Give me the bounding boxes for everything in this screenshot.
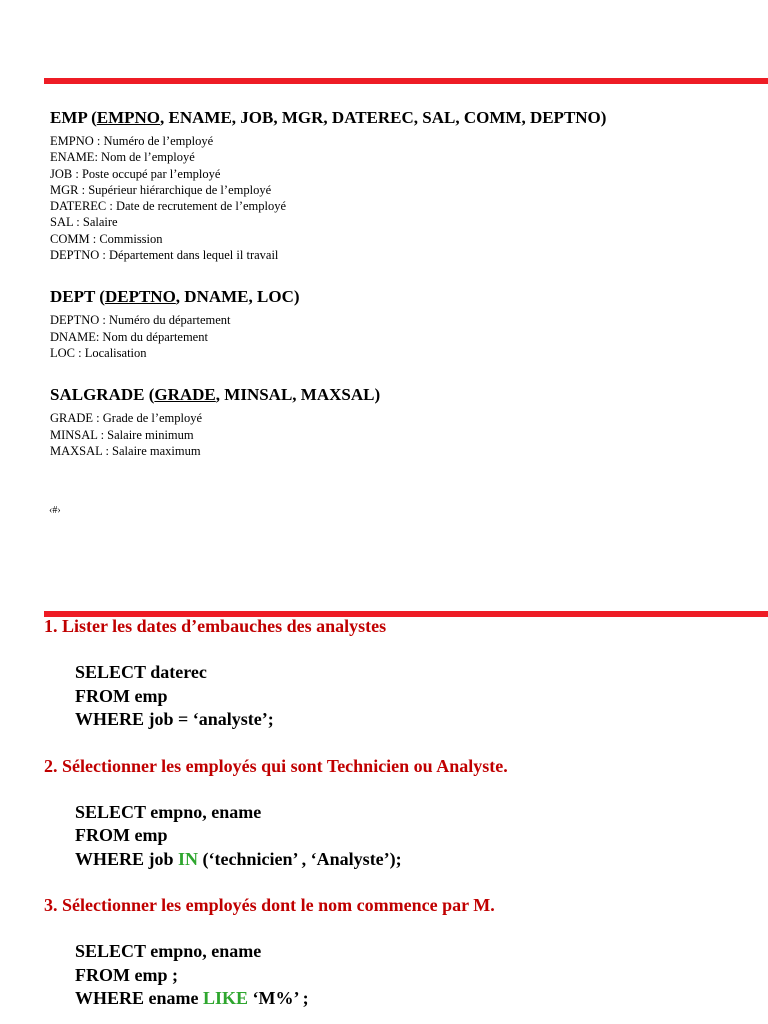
sql-text: WHERE ename xyxy=(75,988,203,1008)
field-description: EMPNO : Numéro de l’employé xyxy=(50,134,214,148)
field-description: LOC : Localisation xyxy=(50,345,147,360)
sql-text: WHERE job xyxy=(75,848,179,869)
field-description: MINSAL : Salaire minimum xyxy=(50,427,194,442)
exercises-slide xyxy=(44,614,764,1011)
dept-title-rest: , DNAME, LOC) xyxy=(175,287,300,307)
sql-line: SELECT daterec xyxy=(75,662,207,682)
top-red-rule xyxy=(44,78,768,84)
question-1-title: 1. Lister les dates d’embauches des analystes xyxy=(44,616,387,636)
sql-line xyxy=(75,848,764,872)
salgrade-title-rest: , MINSAL, MAXSAL) xyxy=(215,385,381,405)
dept-field-list xyxy=(50,312,750,361)
sql-line: FROM emp xyxy=(75,685,168,706)
sql-keyword-in: IN xyxy=(178,848,199,869)
field-description: COMM : Commission xyxy=(50,231,163,246)
field-description: JOB : Poste occupé par l’employé xyxy=(50,166,221,181)
sql-line: FROM emp xyxy=(75,825,168,845)
sql-line: SELECT empno, ename xyxy=(75,801,262,822)
salgrade-table-title xyxy=(50,383,750,407)
sql-line: FROM emp ; xyxy=(75,964,178,985)
salgrade-title-prefix: SALGRADE ( xyxy=(50,385,155,405)
field-description: MGR : Supérieur hiérarchique de l’employé xyxy=(50,182,272,197)
question-2-title: 2. Sélectionner les employés qui sont Technicien ou Analyste. xyxy=(44,755,508,776)
sql-text: (‘technicien’ , ‘Analyste’); xyxy=(198,848,402,869)
question-2-sql xyxy=(75,801,764,872)
field-description: DNAME: Nom du département xyxy=(50,329,208,344)
sql-line xyxy=(75,987,764,1011)
field-description: SAL : Salaire xyxy=(50,215,118,230)
question-1-sql xyxy=(75,661,764,732)
dept-title-prefix: DEPT ( xyxy=(50,287,105,307)
field-description: DEPTNO : Département dans lequel il travail xyxy=(50,248,279,263)
emp-primary-key: EMPNO xyxy=(96,108,161,127)
emp-table-title xyxy=(50,106,750,130)
sql-line: WHERE job = ‘analyste’; xyxy=(75,709,274,729)
dept-primary-key: DEPTNO xyxy=(104,287,176,307)
question-3-sql xyxy=(75,940,764,1011)
field-description: DATEREC : Date de recrutement de l’employé xyxy=(50,199,287,214)
question-3-title: 3. Sélectionner les employés dont le nom commence par M. xyxy=(44,895,495,915)
salgrade-primary-key: GRADE xyxy=(154,385,216,405)
sql-keyword-like: LIKE xyxy=(203,988,249,1008)
field-description: DEPTNO : Numéro du département xyxy=(50,313,231,328)
emp-title-rest: , ENAME, JOB, MGR, DATEREC, SAL, COMM, DEPTNO) xyxy=(160,108,607,127)
schema-slide xyxy=(50,106,750,459)
sql-line: SELECT empno, ename xyxy=(75,941,262,961)
sql-text: ‘M%’ ; xyxy=(248,988,309,1008)
slide-number-placeholder: ‹#› xyxy=(49,505,61,516)
field-description: MAXSAL : Salaire maximum xyxy=(50,443,201,458)
field-description: GRADE : Grade de l’employé xyxy=(50,411,203,426)
emp-field-list xyxy=(50,133,750,263)
field-description: ENAME: Nom de l’employé xyxy=(50,150,195,165)
emp-title-prefix: EMP ( xyxy=(50,108,97,127)
dept-table-title xyxy=(50,285,750,309)
salgrade-field-list xyxy=(50,410,750,459)
